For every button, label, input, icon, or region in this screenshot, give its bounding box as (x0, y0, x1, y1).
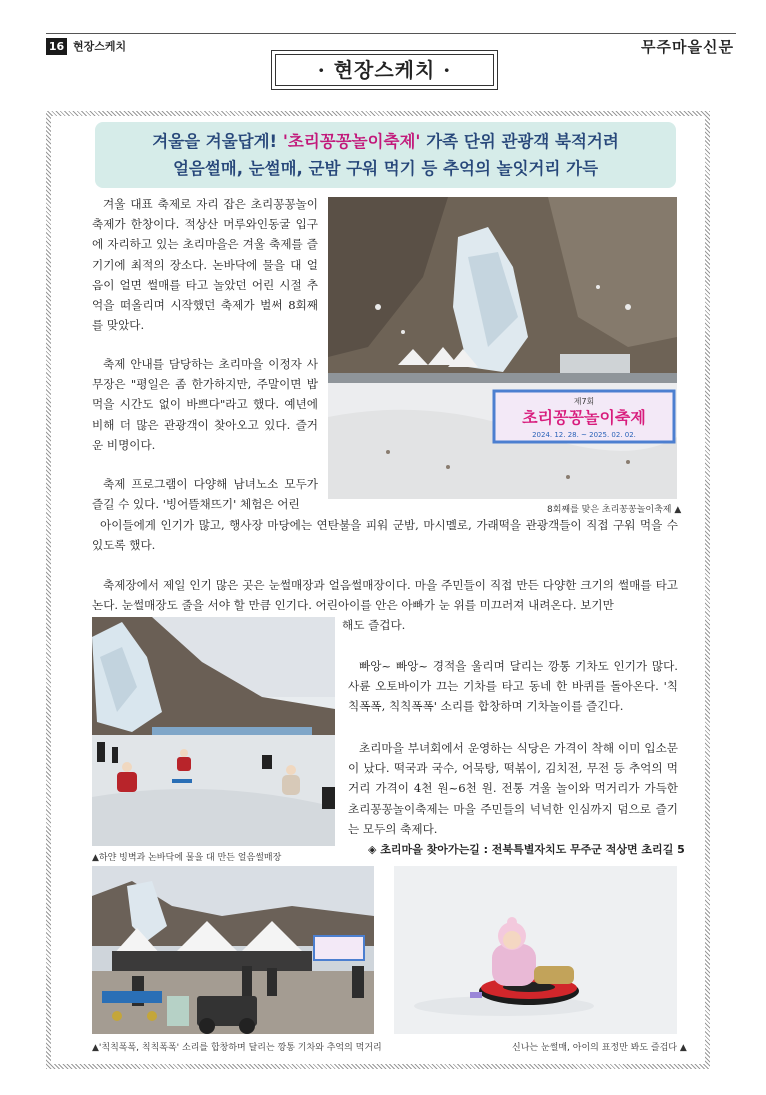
directions: ◈ 초리마을 찾아가는길 : 전북특별자치도 무주군 적상면 초리길 5 (368, 843, 685, 856)
page-number: 16 (46, 38, 67, 55)
banner-edition: 제7회 (573, 397, 595, 406)
section-label: 현장스케치 (73, 40, 127, 53)
caption-photo-2: ▲하얀 빙벽과 논바닥에 물을 대 만든 얼음썰매장 (92, 853, 282, 863)
headline (95, 122, 676, 188)
paragraph-3a: 축제 프로그램이 다양해 남녀노소 모두가 즐길 수 있다. '빙어뜰채뜨기' 체험은 어린 (92, 477, 318, 512)
paragraph-3b: 아이들에게 인기가 많고, 행사장 마당에는 연탄불을 피워 군밤, 마시멜로, 가래떡을 관광객들이 직접 구워 먹을 수 있도록 했다. (92, 518, 678, 553)
paragraph-1: 겨울 대표 축제로 자리 잡은 초리꽁꽁놀이축제가 한창이다. 적상산 머루와인동굴 입구에 자리하고 있는 초리마을은 겨울 축제를 즐기기에 최적의 장소다. 논바닥에 물을 대 얼음이 얼면 썰매를 타고 놀았던 어린 시절 추억을 떠올리며 시작했던 축제가 벌써 8회째를 맞았다. (92, 197, 318, 333)
photo-ice-sled-rink (92, 617, 335, 846)
photo-snow-sled-child (394, 866, 677, 1034)
paragraph-6: 초리마을 부녀회에서 운영하는 식당은 가격이 착해 이미 입소문이 났다. 떡국과 국수, 어묵탕, 떡볶이, 김치전, 무전 등 추억의 먹거리 가격이 4천 원~6천 원. 전통 겨울 놀이와 먹거리가 가득한 초리꽁꽁놀이축제는 마을 주민들의 넉넉한 인심까지 덤으로 즐기는 모두의 축제다. (348, 741, 678, 836)
banner-dates: 2024. 12. 28. ~ 2025. 02. 02. (532, 431, 636, 439)
banner-title: 초리꽁꽁놀이축제 (522, 408, 646, 427)
section-title-box (271, 50, 498, 90)
headline-line-2: 얼음썰매, 눈썰매, 군밤 구워 먹기 등 추억의 놀잇거리 가득 (172, 159, 599, 178)
paragraph-5: 빠앙~ 빠앙~ 경적을 울리며 달리는 깡통 기차도 인기가 많다. 사륜 오토바이가 끄는 기차를 타고 동네 한 바퀴를 돌아온다. '칙칙폭폭, 칙칙폭폭' 소리를 합창하며 기차놀이를 즐긴다. (348, 659, 678, 714)
brand-logo: 무주마을신문 (641, 38, 734, 56)
section-title: · 현장스케치 · (317, 58, 452, 82)
paragraph-4b: 해도 즐겁다. (342, 618, 406, 632)
paragraph-2: 축제 안내를 담당하는 초리마을 이정자 사무장은 "평일은 좀 한가하지만, 주말이면 밥 먹을 시간도 없이 바쁘다"라고 했다. 예년에 비해 더 많은 관광객이 찾아오고 있다. 즐거운 비명이다. (92, 357, 318, 452)
paragraph-4a: 축제장에서 제일 인기 많은 곳은 눈썰매장과 얼음썰매장이다. 마을 주민들이 직접 만든 다양한 크기의 썰매를 타고 논다. 눈썰매장도 줄을 서야 할 만큼 인기다. 어린아이를 안은 아빠가 눈 위를 미끄러져 내려온다. 보기만 (92, 578, 678, 613)
headline-line-1: 겨울을 겨울답게! '초리꽁꽁놀이축제' 가족 단위 관광객 북적거려 (152, 132, 619, 151)
headline-festival-name: '초리꽁꽁놀이축제' (282, 132, 421, 151)
photo-tin-train (92, 866, 374, 1034)
caption-photo-1: 8회째를 맞은 초리꽁꽁놀이축제 ▲ (547, 505, 682, 515)
header-rule (46, 33, 736, 34)
caption-photo-4: 신나는 눈썰매, 아이의 표정만 봐도 즐겁다 ▲ (512, 1043, 687, 1053)
photo-festival-entrance (328, 197, 677, 499)
caption-photo-3: ▲'칙칙폭폭, 칙칙폭폭' 소리를 합창하며 달리는 깡통 기차와 추억의 먹거리 (92, 1043, 382, 1053)
